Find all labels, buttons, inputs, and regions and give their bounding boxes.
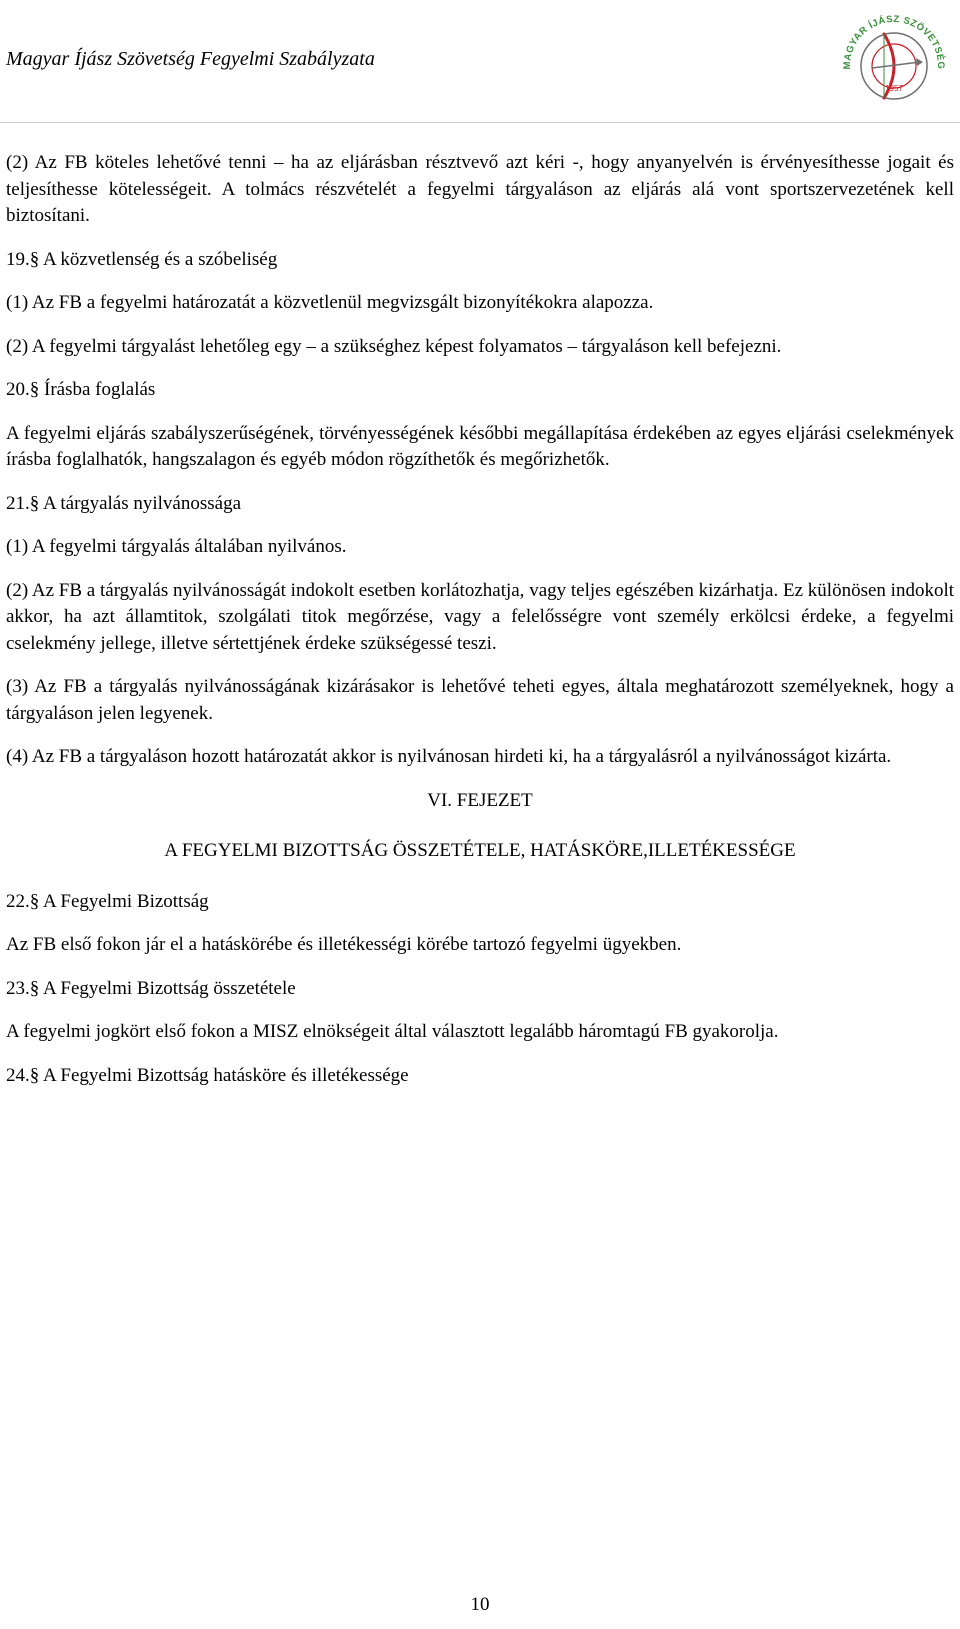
section-22-paragraph: Az FB első fokon jár el a hatáskörébe és illetékességi körébe tartozó fegyelmi ügyekben. <box>6 934 682 955</box>
chapter-number: VI. FEJEZET <box>427 789 533 811</box>
section-21-paragraph-3: (3) Az FB a tárgyalás nyilvánosságának kizárásakor is lehetővé teheti egyes, általa meghatározott személyeknek, hogy a tárgyaláson jelen legyenek. <box>6 676 954 724</box>
section-23-paragraph: A fegyelmi jogkört első fokon a MISZ elnökségeit által választott legalább háromtagú FB gyakorolja. <box>6 1021 779 1042</box>
federation-logo <box>832 4 956 110</box>
section-21-paragraph-4: (4) Az FB a tárgyaláson hozott határozatát akkor is nyilvánosan hirdeti ki, ha a tárgyalásról a nyilvánosságot kizárta. <box>6 746 892 767</box>
document-header-title: Magyar Íjász Szövetség Fegyelmi Szabályzata <box>6 48 375 70</box>
section-22-heading: 22.§ A Fegyelmi Bizottság <box>6 890 209 912</box>
header-divider <box>0 122 960 123</box>
logo-arrowhead <box>916 58 923 66</box>
section-19-paragraph-1: (1) Az FB a fegyelmi határozatát a közvetlenül megvizsgált bizonyítékokra alapozza. <box>6 292 654 313</box>
chapter-title: A FEGYELMI BIZOTTSÁG ÖSSZETÉTELE, HATÁSKÖRE,ILLETÉKESSÉGE <box>164 840 796 861</box>
section-20-heading: 20.§ Írásba foglalás <box>6 379 156 400</box>
section-23-heading: 23.§ A Fegyelmi Bizottság összetétele <box>6 977 296 999</box>
section-21-paragraph-2: (2) Az FB a tárgyalás nyilvánosságát indokolt esetben korlátozhatja, vagy teljes egészében kizárhatja. Ez különösen indokolt akkor, ha azt államtitok, szolgálati titok megőrzése, vagy a felelősségre vont személy erkölcsi érdeke, a fegyelmi cselekmény jellege, illetve sértettjének érdeke szükségessé teszi. <box>6 579 954 654</box>
section-21-heading: 21.§ A tárgyalás nyilvánossága <box>6 492 242 514</box>
logo-year: 1957 <box>885 84 903 93</box>
section-24-heading: 24.§ A Fegyelmi Bizottság hatásköre és illetékessége <box>6 1064 409 1086</box>
logo-ring-text: MAGYAR ÍJÁSZ SZÖVETSÉG <box>841 13 947 70</box>
document-body <box>6 150 954 1106</box>
section-19-heading: 19.§ A közvetlenség és a szóbeliség <box>6 248 278 270</box>
page-number: 10 <box>470 1594 490 1615</box>
section-19-paragraph-2: (2) A fegyelmi tárgyalást lehetőleg egy – a szükséghez képest folyamatos – tárgyaláson kell befejezni. <box>6 335 782 357</box>
section-20-paragraph: A fegyelmi eljárás szabályszerűségének, törvényességének későbbi megállapítása érdekében az egyes eljárási cselekmények írásba foglalhatók, hangszalagon és egyéb módon rögzíthetők és megőrizhetők. <box>6 422 954 470</box>
section-21-paragraph-1: (1) A fegyelmi tárgyalás általában nyilvános. <box>6 536 347 557</box>
paragraph-interpreter: (2) Az FB köteles lehetővé tenni – ha az eljárásban résztvevő azt kéri -, hogy anyanyelvén is érvényesíthesse jogait és teljesíthesse kötelességeit. A tolmács részvételét a fegyelmi tárgyaláson az eljárás alá vont sportszervezetének kell biztosítani. <box>6 152 954 226</box>
logo-arrow-icon <box>872 62 920 68</box>
